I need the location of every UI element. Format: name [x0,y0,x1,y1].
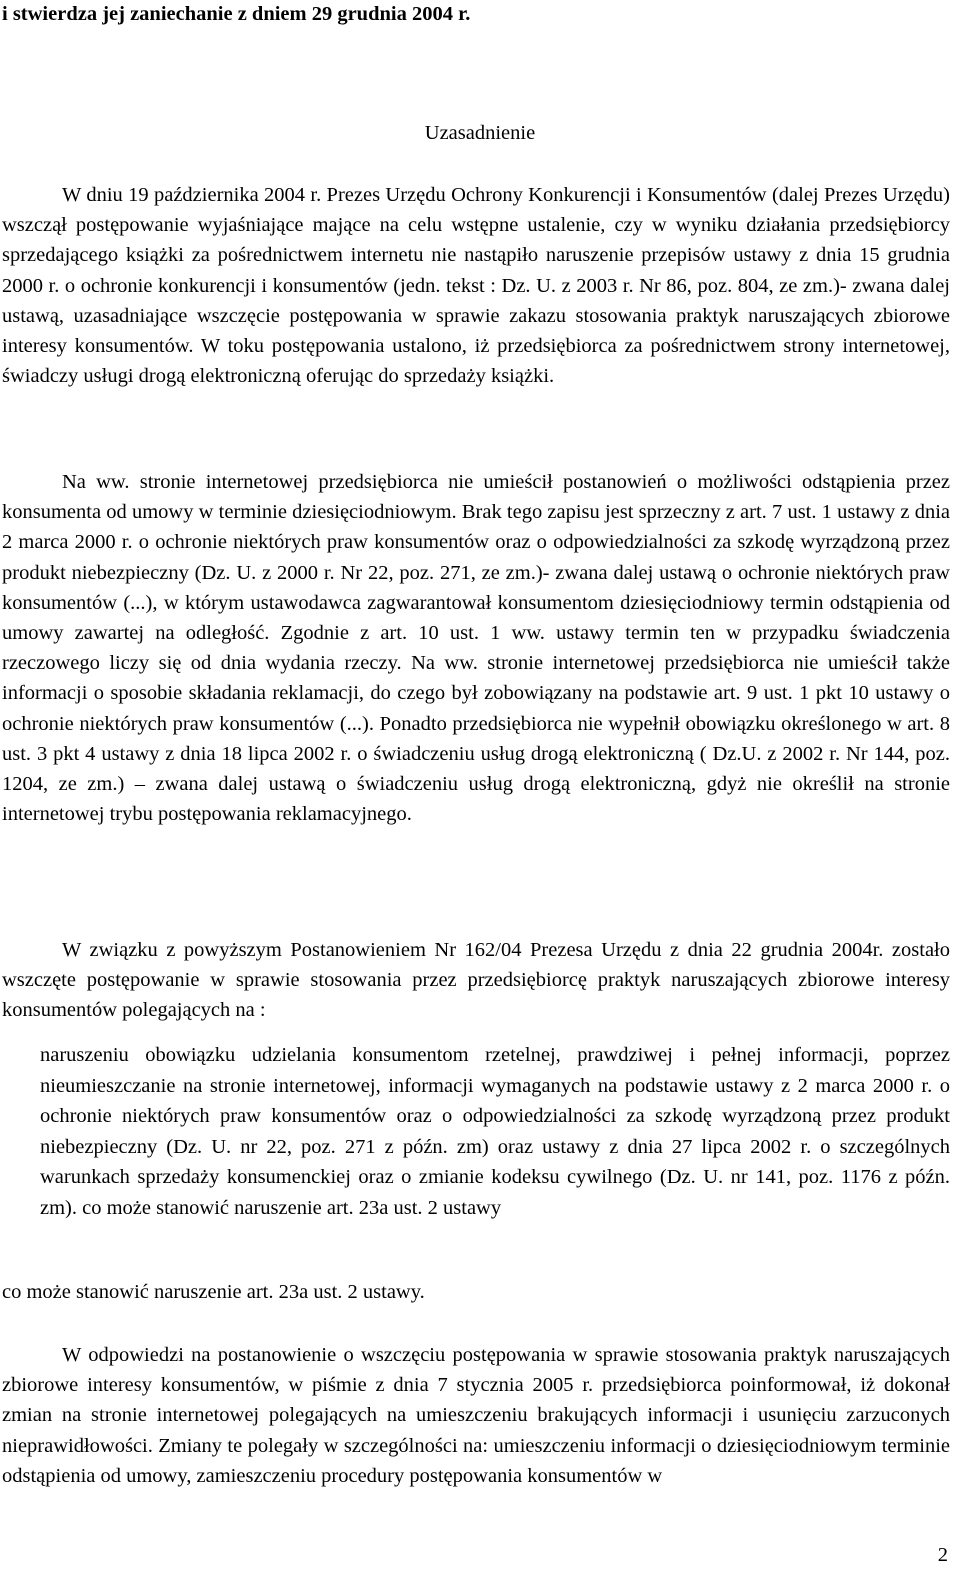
paragraph-proceedings [2,935,950,1026]
paragraph-proceedings-text: W związku z powyższym Postanowieniem Nr 162/04 Prezesa Urzędu z dnia 22 grudnia 2004r. zostało wszczęte postępowanie w sprawie stosowania przez przedsiębiorcę praktyk naruszających zbiorowe interesy konsumentów polegających na : [2,939,950,1022]
page-number: 2 [937,1544,948,1566]
paragraph-introduction [2,180,950,391]
paragraph-response [2,1340,950,1491]
paragraph-violation-note: co może stanowić naruszenie art. 23a ust. 2 ustawy. [2,1281,425,1303]
paragraph-response-text: W odpowiedzi na postanowienie o wszczęciu postępowania w sprawie stosowania praktyk naruszających zbiorowe interesy konsumentów, w piśmie z dnia 7 stycznia 2005 r. przedsiębiorca poinformował, iż dokonał zmian na stronie internetowej polegających na umieszczeniu brakujących informacji i usunięciu zarzuconych nieprawidłowości. Zmiany te polegały w szczególności na: umieszczeniu informacji o dziesięciodniowym terminie odstąpienia od umowy, zamieszczeniu procedury postępowania konsumentów w [2,1344,950,1487]
paragraph-findings [2,467,950,829]
section-heading-uzasadnienie: Uzasadnienie [424,122,536,144]
paragraph-introduction-text: W dniu 19 października 2004 r. Prezes Urzędu Ochrony Konkurencji i Konsumentów (dalej Prezes Urzędu) wszczął postępowanie wyjaśniające mające na celu wstępne ustalenie, czy w wyniku działania przedsiębiorcy sprzedającego książki za pośrednictwem internetu nie nastąpiło naruszenie przepisów ustawy z dnia 15 grudnia 2000 r. o ochronie konkurencji i konsumentów (jedn. tekst : Dz. U. z 2003 r. Nr 86, poz. 804, ze zm.)- zwana dalej ustawą, uzasadniające wszczęcie postępowania w sprawie zakazu stosowania praktyk naruszających zbiorowe interesy konsumentów. W toku postępowania ustalono, iż przedsiębiorca za pośrednictwem strony internetowej, świadczy usługi drogą elektroniczną oferując do sprzedaży książki. [2,184,950,388]
paragraph-violation-description: naruszeniu obowiązku udzielania konsumentom rzetelnej, prawdziwej i pełnej informacji, poprzez nieumieszczanie na stronie internetowej, informacji wymaganych na podstawie ustawy z 2 marca 2000 r. o ochronie niektórych praw konsumentów oraz o odpowiedzialności za szkodę wyrządzoną przez produkt niebezpieczny (Dz. U. nr 22, poz. 271 z późn. zm) oraz ustawy z dnia 27 lipca 2002 r. o szczególnych warunkach sprzedaży konsumenckiej oraz o zmianie kodeksu cywilnego (Dz. U. nr 141, poz. 1176 z późn. zm). co może stanowić naruszenie art. 23a ust. 2 ustawy [40,1044,950,1219]
paragraph-findings-text: Na ww. stronie internetowej przedsiębiorca nie umieścił postanowień o możliwości odstąpienia przez konsumenta od umowy w terminie dziesięciodniowym. Brak tego zapisu jest sprzeczny z art. 7 ust. 1 ustawy z dnia 2 marca 2000 r. o ochronie niektórych praw konsumentów oraz o odpowiedzialności za szkodę wyrządzoną przez produkt niebezpieczny (Dz. U. z 2000 r. Nr 22, poz. 271, ze zm.)- zwana dalej ustawą o ochronie niektórych praw konsumentów (...), w którym ustawodawca zagwarantował konsumentom dziesięciodniowy termin odstąpienia od umowy zawartej na odległość. Zgodnie z art. 10 ust. 1 ww. ustawy termin ten w przypadku świadczenia rzeczowego liczy się od dnia wydania rzeczy. Na ww. stronie internetowej przedsiębiorca nie umieścił także informacji o sposobie składania reklamacji, do czego był zobowiązany na podstawie art. 9 ust. 1 pkt 10 ustawy o ochronie niektórych praw konsumentów (...). Ponadto przedsiębiorca nie wypełnił obowiązku określonego w art. 8 ust. 3 pkt 4 ustawy z dnia 18 lipca 2002 r. o świadczeniu usług drogą elektroniczną ( Dz.U. z 2002 r. Nr 144, poz. 1204, ze zm.) – zwana dalej ustawą o świadczeniu usług drogą elektroniczną, gdyż nie określił na stronie internetowej trybu postępowania reklamacyjnego. [2,471,950,826]
document-top-line: i stwierdza jej zaniechanie z dniem 29 grudnia 2004 r. [2,3,471,25]
